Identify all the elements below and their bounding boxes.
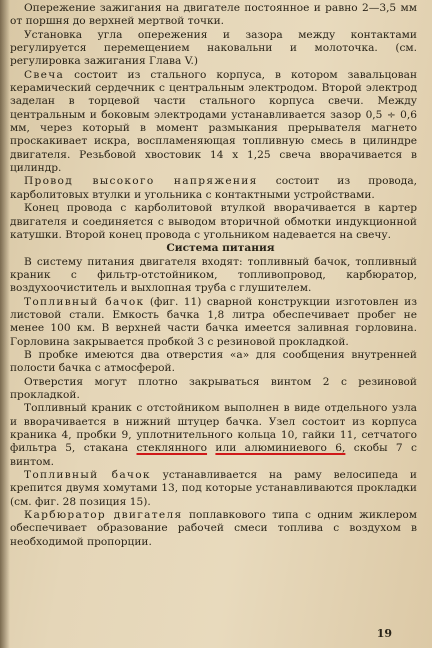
underlined-text-aluminium: или алюминиевого 6, — [215, 442, 346, 455]
paragraph-hv-wire: Провод высокого напряжения состоит из провода, карболитовых втулки и угольника с контактными устройствами. — [10, 175, 418, 201]
term-fuel-tank: Топливный бачок — [24, 295, 145, 308]
underlined-text-glass: стеклянного — [136, 442, 208, 455]
paragraph-cap-holes: В пробке имеются два отверстия «а» для сообщения внутренней полости бачка с атмосферой. — [10, 348, 417, 375]
paragraph-spark-plug: Свеча состоит из стального корпуса, в котором завальцован керамический сердечник с центральным электродом. Второй электрод заделан в торцевой части стального корпуса свечи. Между центральным и боковым электродами устанавливается зазор 0,5 ÷ 0,6 мм, через который в момент размыкания прерывателя магнето проскакивает искра, воспламеняющая топливную смесь в цилиндре двигателя. Резьбовой хвостовик 14 х 1,25 свеча вворачивается в цилиндр. — [10, 68, 417, 175]
paragraph-fuel-tank: Топливный бачок (фиг. 11) сварной конструкции изготовлен из листовой стали. Емкость бачка 1,8 литра обеспечивает пробег не менее 100 км. В верхней части бачка имеется заливная горловина. Горловина закрывается пробкой 3 с резиновой прокладкой. — [10, 295, 417, 348]
paragraph-tank-mount: Топливный бачок устанавливается на раму велосипеда и крепится двумя хомутами 13, под которые устанавливаются прокладки (см. фиг. 28 позиция 15). — [10, 469, 417, 508]
paragraph-fuel-tap: Топливный краник с отстойником выполнен в виде отдельного узла и вворачивается в нижний штуцер бачка. Узел состоит из корпуса краника 4, пробки 9, уплотнительного кольца 10, гайки 11, сетчатого фильтра 5, стакана стеклянного или алюминиевого 6, скобы 7 с винтом. — [10, 402, 417, 468]
paragraph-fuel-system: В систему питания двигателя входят: топливный бачок, топливный краник с фильтр-отстойником, топливопровод, карбюратор, воздухоочиститель и выхлопная труба с глушителем. — [10, 255, 417, 295]
paragraph-carburetor: Карбюратор двигателя поплавкового типа с одним жиклером обеспечивает образование рабочей смеси топлива с воздухом в необходимой пропорции. — [10, 509, 418, 548]
paragraph-wire-end: Конец провода с карболитовой втулкой вворачивается в картер двигателя и соединяется с выводом вторичной обмотки индукционной катушки. Второй конец провода с угольником надевается на свечу. — [10, 202, 417, 241]
page-number: 19 — [376, 627, 392, 640]
paragraph-ignition-advance: Опережение зажигания на двигателе постоянное и равно 2—3,5 мм от поршня до верхней мертвой точки. — [10, 2, 417, 28]
term-fuel-tank-2: Топливный бачок — [24, 469, 151, 482]
term-spark-plug: Свеча — [24, 68, 65, 81]
paragraph-holes-screw: Отверстия могут плотно закрываться винтом 2 с резиновой прокладкой. — [10, 375, 417, 401]
paragraph-contact-gap: Установка угла опережения и зазора между контактами регулируется перемещением наковальни и молоточка. (см. регулировка зажигания Глава V.) — [10, 28, 417, 68]
page-spine-shadow — [0, 0, 10, 648]
page-text — [10, 2, 417, 549]
term-carburetor: Карбюратор двигателя — [24, 509, 183, 522]
section-heading: Система питания — [166, 242, 275, 255]
term-hv-wire: Провод высокого напряжения — [24, 175, 258, 188]
